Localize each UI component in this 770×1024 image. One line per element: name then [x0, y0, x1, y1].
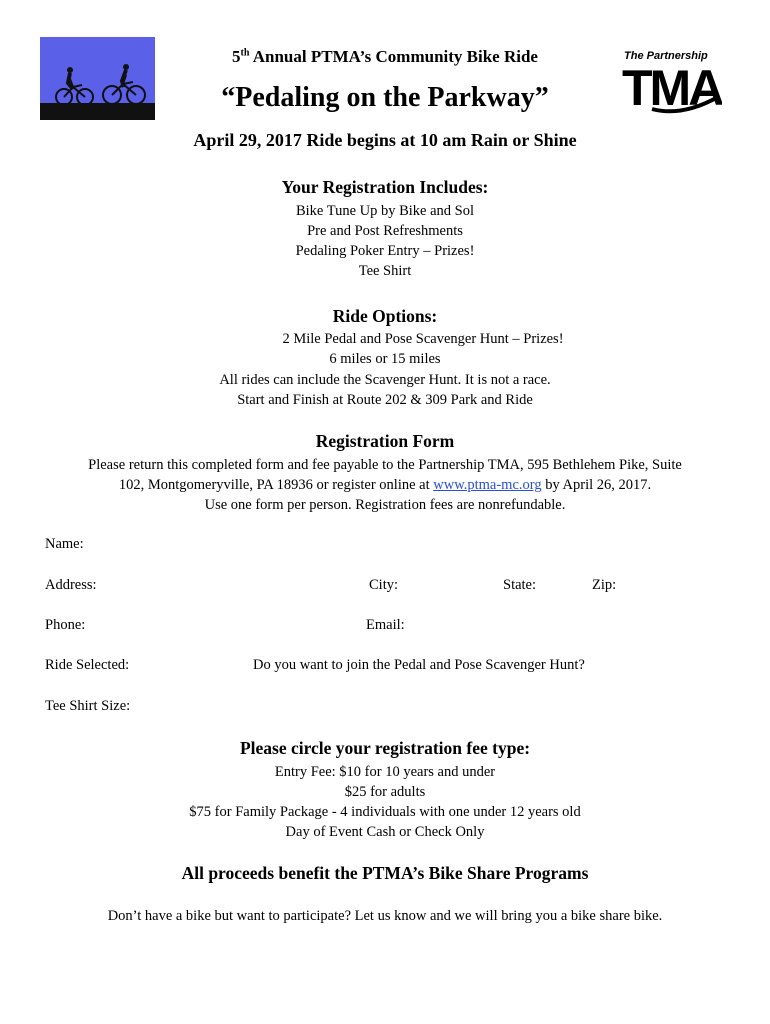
event-subtitle: “Pedaling on the Parkway” [221, 82, 549, 113]
fee-item: $75 for Family Package - 4 individuals with one under 12 years old [189, 804, 581, 820]
fee-item: Entry Fee: $10 for 10 years and under [274, 764, 496, 780]
address-field-label[interactable]: Address: [45, 577, 97, 593]
includes-item: Pedaling Poker Entry – Prizes! [295, 243, 475, 259]
proceeds-statement: All proceeds benefit the PTMA’s Bike Share Programs [181, 863, 589, 883]
fees-heading: Please circle your registration fee type: [239, 738, 531, 758]
options-item: All rides can include the Scavenger Hunt. It is not a race. [219, 372, 551, 388]
footer-note: Don’t have a bike but want to participate? Let us know and we will bring you a bike share bike. [107, 908, 663, 924]
ride-selected-field-label[interactable]: Ride Selected: [45, 657, 130, 673]
registration-line: Use one form per person. Registration fees are nonrefundable. [204, 497, 566, 513]
options-heading: Ride Options: [332, 306, 438, 326]
includes-item: Bike Tune Up by Bike and Sol [295, 203, 475, 219]
zip-field-label[interactable]: Zip: [592, 577, 617, 593]
scavenger-question-label[interactable]: Do you want to join the Pedal and Pose Scavenger Hunt? [253, 657, 585, 673]
name-field-label[interactable]: Name: [45, 536, 84, 552]
options-item: Start and Finish at Route 202 & 309 Park and Ride [237, 392, 533, 408]
state-field-label[interactable]: State: [503, 577, 537, 593]
registration-line: 102, Montgomeryville, PA 18936 or register online at www.ptma-mc.org by April 26, 2017. [118, 477, 652, 493]
options-item: 2 Mile Pedal and Pose Scavenger Hunt – Prizes! [282, 331, 564, 347]
includes-item: Pre and Post Refreshments [307, 223, 463, 239]
includes-item: Tee Shirt [358, 263, 412, 279]
logo-brand-text: TMA [622, 60, 722, 116]
logo-partner-text: The Partnership [624, 50, 708, 62]
fee-item: $25 for adults [344, 784, 426, 800]
email-field-label[interactable]: Email: [366, 617, 405, 633]
phone-field-label[interactable]: Phone: [45, 617, 86, 633]
options-item: 6 miles or 15 miles [329, 351, 441, 367]
register-online-link[interactable]: www.ptma-mc.org [433, 477, 542, 493]
tee-size-field-label[interactable]: Tee Shirt Size: [45, 698, 131, 714]
registration-line: Please return this completed form and fee payable to the Partnership TMA, 595 Bethlehem Pike, Suite [88, 457, 682, 473]
fee-item: Day of Event Cash or Check Only [285, 824, 485, 840]
city-field-label[interactable]: City: [369, 577, 399, 593]
event-date-line: April 29, 2017 Ride begins at 10 am Rain or Shine [193, 130, 577, 150]
includes-heading: Your Registration Includes: [281, 177, 489, 197]
event-title: 5th Annual PTMA’s Community Bike Ride [232, 47, 538, 66]
registration-heading: Registration Form [315, 431, 455, 451]
